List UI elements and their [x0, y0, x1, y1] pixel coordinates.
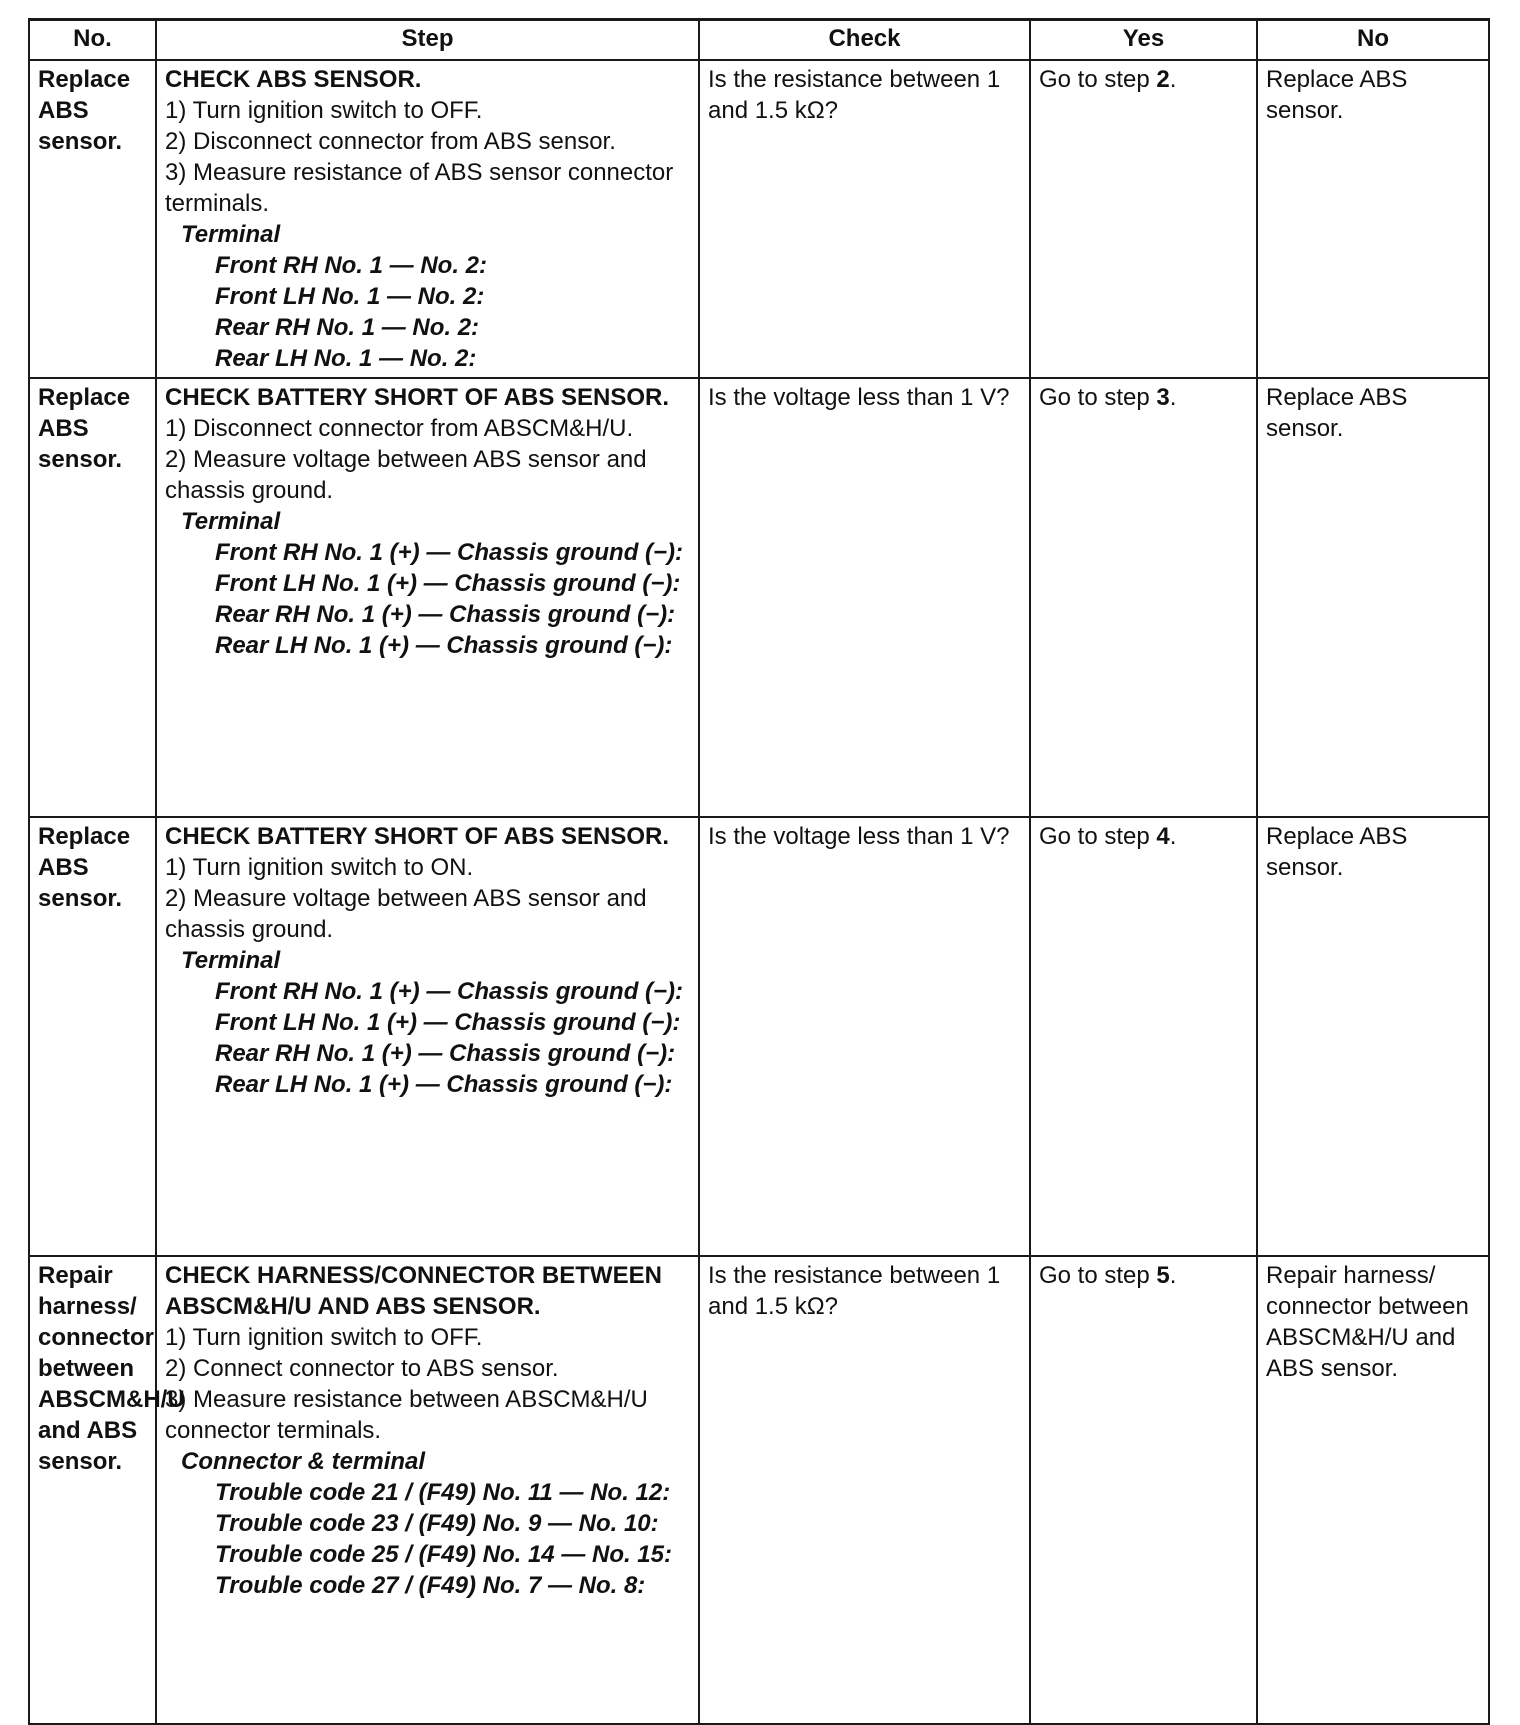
header-no-action: No	[1257, 20, 1489, 61]
step-number: Replace ABS sensor.	[29, 60, 156, 378]
terminal-item: Rear RH No. 1 (+) — Chassis ground (−):	[215, 601, 676, 628]
terminal-label: Terminal	[181, 221, 281, 248]
terminal-label: Terminal	[181, 508, 281, 535]
header-no: No.	[29, 20, 156, 61]
header-check: Check	[699, 20, 1030, 61]
terminal-item: Trouble code 25 / (F49) No. 14 — No. 15:	[215, 1541, 672, 1568]
yes-step-number: 2	[1156, 66, 1170, 93]
table-row	[29, 60, 1489, 378]
terminal-item: Rear LH No. 1 (+) — Chassis ground (−):	[215, 632, 673, 659]
step-number: Replace ABS sensor.	[29, 378, 156, 817]
yes-cell	[1030, 1256, 1257, 1724]
yes-step-number: 5	[1156, 1262, 1170, 1289]
no-cell: Repair harness/ connector between ABSCM&H/U and ABS sensor.	[1257, 1256, 1489, 1724]
step-instruction: 3) Measure resistance between ABSCM&H/U connector terminals.	[165, 1386, 648, 1444]
yes-cell	[1030, 378, 1257, 817]
step-instruction: 1) Turn ignition switch to OFF.	[165, 97, 483, 124]
yes-suffix: .	[1169, 384, 1177, 411]
check-cell: Is the resistance between 1 and 1.5 kΩ?	[699, 60, 1030, 378]
yes-step-number: 4	[1156, 823, 1170, 850]
step-cell	[156, 1256, 699, 1724]
step-instruction: 1) Turn ignition switch to ON.	[165, 854, 474, 881]
table-row	[29, 378, 1489, 817]
yes-step-number: 3	[1156, 384, 1170, 411]
terminal-item: Trouble code 21 / (F49) No. 11 — No. 12:	[215, 1479, 671, 1506]
terminal-label: Terminal	[181, 947, 281, 974]
step-instruction: 2) Connect connector to ABS sensor.	[165, 1355, 559, 1382]
step-instruction: 3) Measure resistance of ABS sensor connector terminals.	[165, 159, 674, 217]
yes-suffix: .	[1169, 823, 1177, 850]
yes-prefix: Go to step	[1039, 384, 1157, 411]
step-instruction: 1) Disconnect connector from ABSCM&H/U.	[165, 415, 634, 442]
yes-suffix: .	[1169, 66, 1177, 93]
terminal-item: Rear RH No. 1 — No. 2:	[215, 314, 480, 341]
header-step: Step	[156, 20, 699, 61]
step-instruction: 2) Measure voltage between ABS sensor and chassis ground.	[165, 446, 647, 504]
check-cell: Is the voltage less than 1 V?	[699, 817, 1030, 1256]
terminal-item: Front RH No. 1 — No. 2:	[215, 252, 487, 279]
step-title: CHECK BATTERY SHORT OF ABS SENSOR.	[165, 384, 670, 411]
step-instruction: 1) Turn ignition switch to OFF.	[165, 1324, 483, 1351]
yes-cell	[1030, 817, 1257, 1256]
terminal-item: Rear LH No. 1 — No. 2:	[215, 345, 477, 372]
table-row	[29, 817, 1489, 1256]
terminal-item: Front LH No. 1 (+) — Chassis ground (−):	[215, 1009, 681, 1036]
terminal-item: Rear LH No. 1 (+) — Chassis ground (−):	[215, 1071, 673, 1098]
table-header-row	[29, 20, 1489, 61]
diagnostic-table	[28, 18, 1490, 1725]
step-title: CHECK HARNESS/CONNECTOR BETWEEN ABSCM&H/U AND ABS SENSOR.	[165, 1262, 662, 1320]
terminal-item: Front RH No. 1 (+) — Chassis ground (−):	[215, 539, 684, 566]
step-title: CHECK BATTERY SHORT OF ABS SENSOR.	[165, 823, 670, 850]
check-cell: Is the resistance between 1 and 1.5 kΩ?	[699, 1256, 1030, 1724]
no-cell: Replace ABS sensor.	[1257, 60, 1489, 378]
check-cell: Is the voltage less than 1 V?	[699, 378, 1030, 817]
terminal-label: Connector & terminal	[181, 1448, 426, 1475]
terminal-item: Front LH No. 1 — No. 2:	[215, 283, 485, 310]
yes-suffix: .	[1169, 1262, 1177, 1289]
no-cell: Replace ABS sensor.	[1257, 378, 1489, 817]
table-row	[29, 1256, 1489, 1724]
step-cell	[156, 817, 699, 1256]
step-cell	[156, 378, 699, 817]
step-cell	[156, 60, 699, 378]
step-title: CHECK ABS SENSOR.	[165, 66, 422, 93]
no-cell: Replace ABS sensor.	[1257, 817, 1489, 1256]
step-number: Replace ABS sensor.	[29, 817, 156, 1256]
step-instruction: 2) Measure voltage between ABS sensor and chassis ground.	[165, 885, 647, 943]
terminal-item: Trouble code 23 / (F49) No. 9 — No. 10:	[215, 1510, 659, 1537]
yes-cell	[1030, 60, 1257, 378]
yes-prefix: Go to step	[1039, 823, 1157, 850]
terminal-item: Front LH No. 1 (+) — Chassis ground (−):	[215, 570, 681, 597]
terminal-item: Rear RH No. 1 (+) — Chassis ground (−):	[215, 1040, 676, 1067]
step-instruction: 2) Disconnect connector from ABS sensor.	[165, 128, 616, 155]
header-yes: Yes	[1030, 20, 1257, 61]
yes-prefix: Go to step	[1039, 66, 1157, 93]
yes-prefix: Go to step	[1039, 1262, 1157, 1289]
terminal-item: Front RH No. 1 (+) — Chassis ground (−):	[215, 978, 684, 1005]
terminal-item: Trouble code 27 / (F49) No. 7 — No. 8:	[215, 1572, 646, 1599]
step-number: Repair harness/ connector between ABSCM&H/U and ABS sensor.	[29, 1256, 156, 1724]
